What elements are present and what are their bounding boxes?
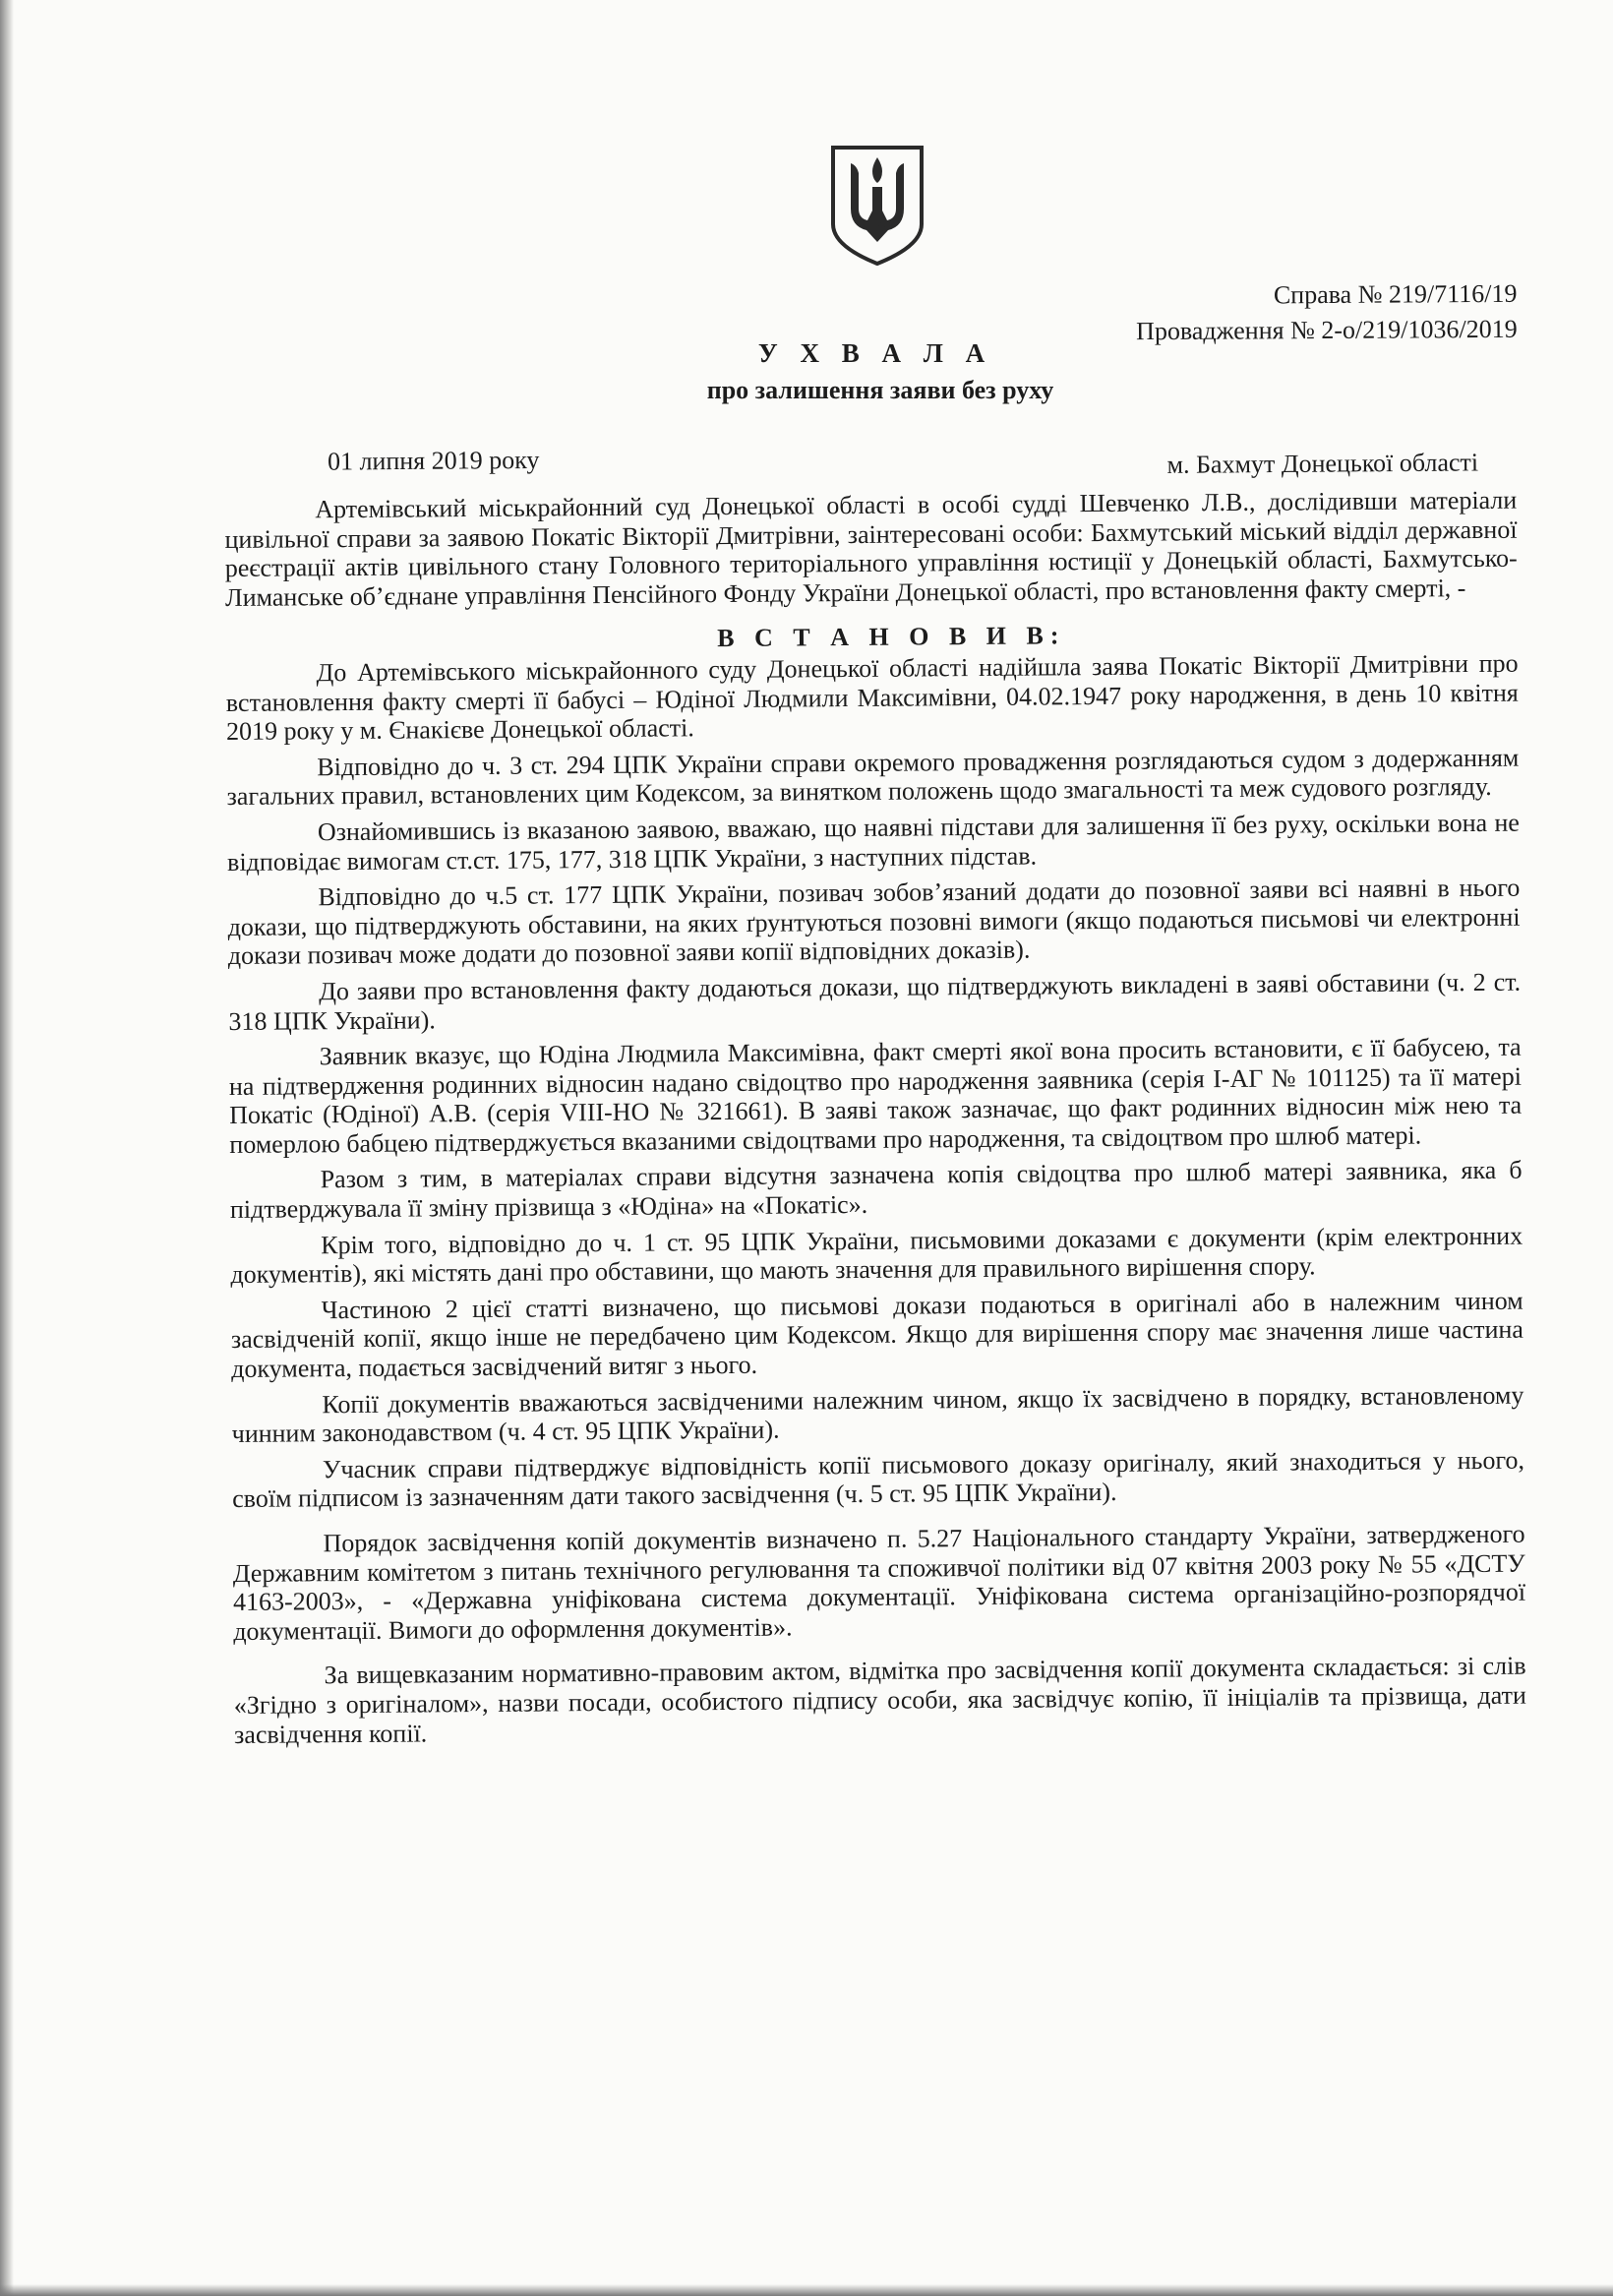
- paragraph-8: Крім того, відповідно до ч. 1 ст. 95 ЦПК України, письмовими доказами є документи (крім електронних документів), які містять дані про обставини, що мають значення для правильного вирішення спору.: [230, 1221, 1523, 1290]
- paragraph-5: До заяви про встановлення факту додаються докази, що підтверджують викладені в заяві обставини (ч. 2 ст. 318 ЦПК України).: [228, 967, 1522, 1036]
- paragraph-6: Заявник вказує, що Юдіна Людмила Максимівна, факт смерті якої вона просить встановити, є її бабусею, та на підтвердження родинних відносин надано свідоцтво про народження заявника (серія І-АГ № 101125) та її матері Покатіс (Юдіної) А.В. (серія VIII-НО № 321661). В заяві також зазначає, що факт родинних відносин між нею та померлою бабцею підтверджується вказаними свідоцтвами про народження, та свідоцтвом про шлюб матері.: [228, 1032, 1523, 1159]
- intro-paragraph: Артемівський міськрайонний суд Донецької області в особі судді Шевченко Л.В., дослідивши матеріали цивільної справи за заявою Покатіс Вікторії Дмитрівни, заінтересовані особи: Бахмутський міський відділ державної реєстрації актів цивільного стану Головного територіального управління юстиції у Донецькій області, Бахмутсько-Лиманське об’єднане управління Пенсійного Фонду України Донецької області, про встановлення факту смерті, -: [224, 485, 1518, 612]
- paragraph-9: Частиною 2 цієї статті визначено, що письмові докази подаються в оригіналі або в належним чином засвідченій копії, якщо інше не передбачено цим Кодексом. Якщо для вирішення спору має значення лише частина документа, подається засвідчений витяг з нього.: [230, 1286, 1524, 1384]
- document-place: м. Бахмут Донецької області: [1166, 448, 1479, 479]
- paragraph-7: Разом з тим, в матеріалах справи відсутня зазначена копія свідоцтва про шлюб матері заявника, яка б підтверджувала її зміну прізвища з «Юдіна» на «Покатіс».: [229, 1156, 1523, 1225]
- document-body: [224, 462, 1526, 1756]
- document-date: 01 липня 2019 року: [327, 445, 540, 476]
- paragraph-10: Копії документів вважаються засвідченими належним чином, якщо їх засвідчено в порядку, встановленому чинним законодавством (ч. 4 ст. 95 ЦПК України).: [231, 1380, 1524, 1449]
- case-number: Справа № 219/7116/19: [1274, 278, 1518, 310]
- coat-of-arms-icon: [829, 144, 926, 268]
- paragraph-11: Учасник справи підтверджує відповідність копії письмового доказу оригіналу, який знаходиться у нього, своїм підписом із зазначенням дати такого засвідчення (ч. 5 ст. 95 ЦПК України).: [232, 1445, 1525, 1514]
- paragraph-13: За вищевказаним нормативно-правовим актом, відмітка про засвідчення копії документа складається: зі слів «Згідно з оригіналом», назви посади, особистого підпису особи, яка засвідчує копію, її ініціалів та прізвища, дати засвідчення копії.: [233, 1652, 1526, 1749]
- scan-edge-bottom: [0, 2284, 1613, 2296]
- paragraph-2: Відповідно до ч. 3 ст. 294 ЦПК України справи окремого провадження розглядаються судом з додержанням загальних правил, встановлених цим Кодексом, за винятком положень щодо змагальності та меж судового розгляду.: [226, 743, 1520, 812]
- paragraph-12: Порядок засвідчення копій документів визначено п. 5.27 Національного стандарту України, затвердженого Державним комітетом з питань технічного регулювання та споживчої політики від 07 квітня 2003 року № 55 «ДСТУ 4163-2003», - «Державна уніфікована система документації. Уніфікована система організаційно-розпорядчої документації. Вимоги до оформлення документів».: [232, 1519, 1526, 1646]
- paragraph-1: До Артемівського міськрайонного суду Донецької області надійшла заява Покатіс Вікторії Дмитрівни про встановлення факту смерті її бабусі – Юдіної Людмили Максимівни, 04.02.1947 року народження, в день 10 квітня 2019 року у м. Єнакієве Донецької області.: [225, 648, 1519, 747]
- paragraph-3: Ознайомившись із вказаною заявою, вважаю, що наявні підстави для залишення її без руху, оскільки вона не відповідає вимогам ст.ст. 175, 177, 318 ЦПК України, з наступних підстав.: [226, 808, 1520, 876]
- document-subtitle: про залишення заяви без руху: [706, 376, 1054, 404]
- proceeding-number: Провадження № 2-о/219/1036/2019: [1136, 314, 1519, 346]
- section-heading: В С Т А Н О В И В:: [717, 621, 1066, 653]
- document-title: У Х В А Л А: [757, 338, 993, 368]
- paragraph-4: Відповідно до ч.5 ст. 177 ЦПК України, позивач зобов’язаний додати до позовної заяви всі наявні в нього докази, що підтверджують обставини, на яких ґрунтуються позовні вимоги (якщо подаються письмові чи електронні докази позивач може додати до позовної заяви копії відповідних доказів).: [227, 873, 1521, 971]
